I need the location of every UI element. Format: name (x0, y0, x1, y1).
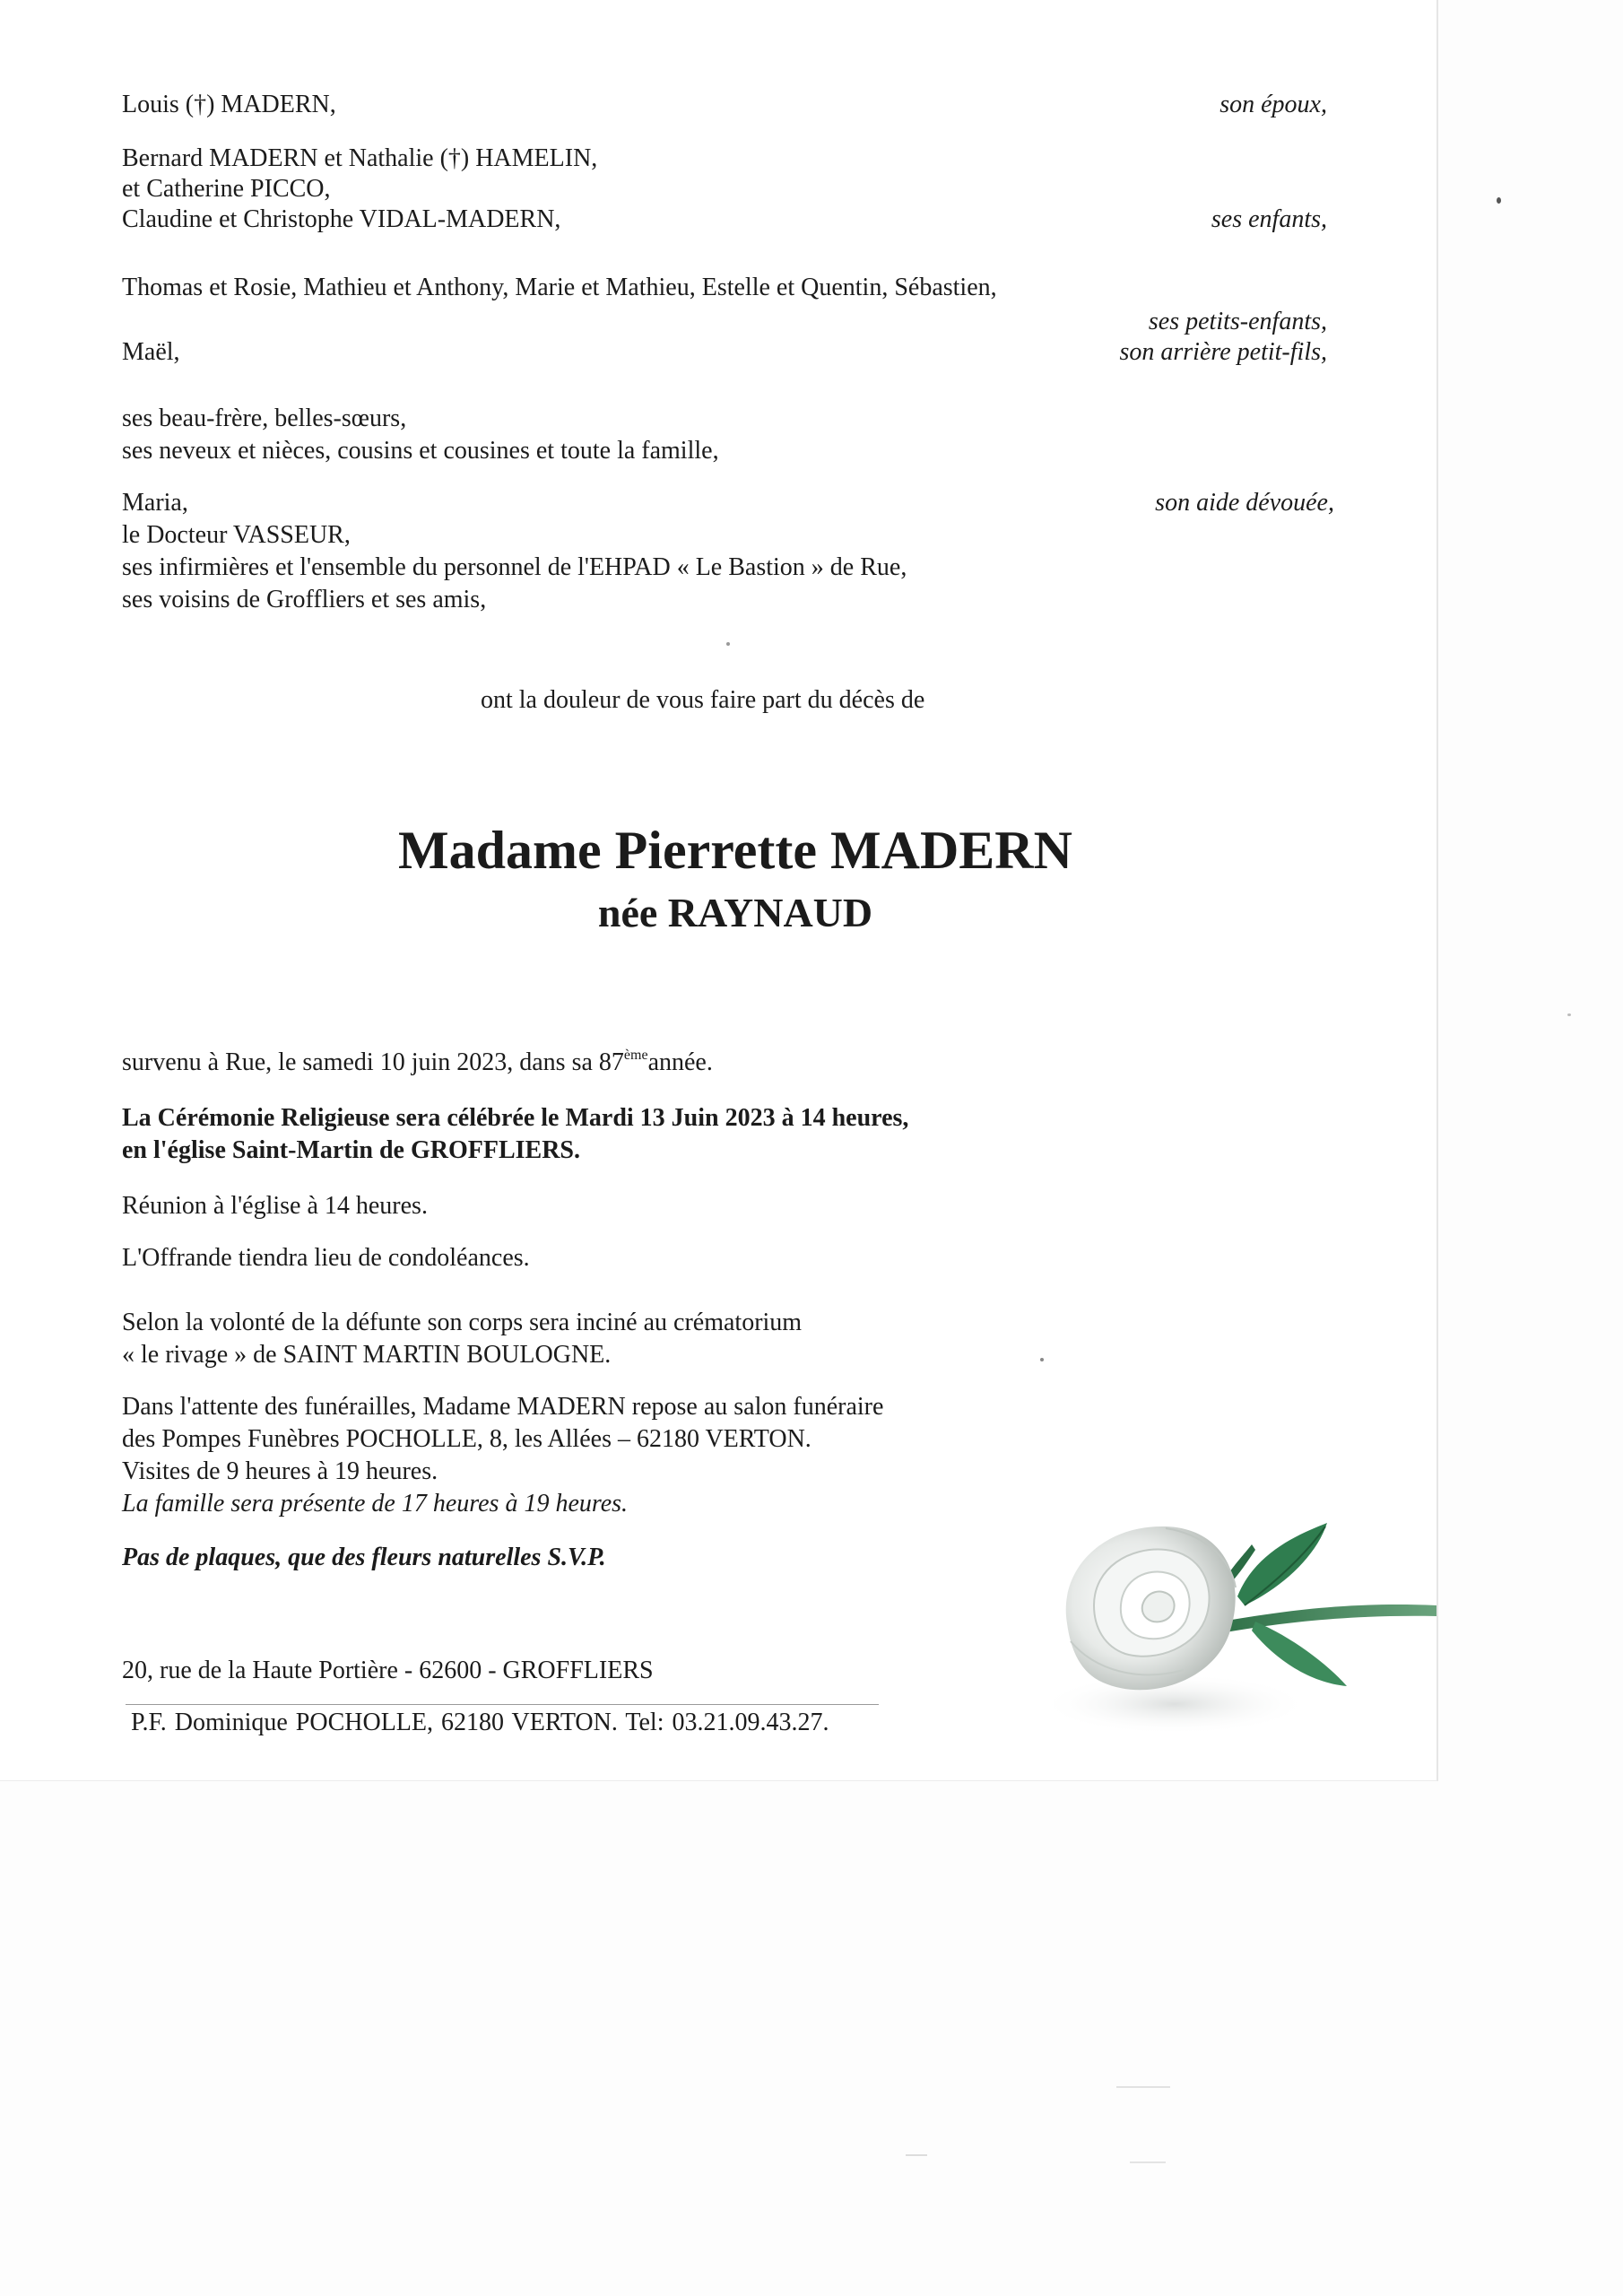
grandchildren-line: Thomas et Rosie, Mathieu et Anthony, Marie et Mathieu, Estelle et Quentin, Sébastien, (122, 274, 997, 301)
great-grandchild-role: son arrière petit-fils, (1119, 338, 1327, 366)
white-rose-image (1031, 1471, 1444, 1740)
rest-line-2: des Pompes Funèbres POCHOLLE, 8, les Allées – 62180 VERTON. (122, 1425, 812, 1453)
carer-line-3: ses infirmières et l'ensemble du personnel de l'EHPAD « Le Bastion » de Rue, (122, 553, 907, 581)
ceremony-line-1: La Cérémonie Religieuse sera célébrée le Mardi 13 Juin 2023 à 14 heures, (122, 1104, 909, 1132)
death-notice-superscript: ème (623, 1048, 648, 1063)
meeting-line: Réunion à l'église à 14 heures. (122, 1192, 428, 1220)
visits-line: Visites de 9 heures à 19 heures. (122, 1457, 438, 1485)
funeral-home-contact: P.F. Dominique POCHOLLE, 62180 VERTON. Tel: 03.21.09.43.27. (131, 1709, 829, 1736)
family-address: 20, rue de la Haute Portière - 62600 - GROFFLIERS (122, 1657, 654, 1684)
scan-speck (726, 642, 730, 646)
flowers-line: Pas de plaques, que des fleurs naturelles S.V.P. (122, 1544, 606, 1571)
carer-role: son aide dévouée, (1155, 489, 1334, 517)
spouse-role: son époux, (1219, 91, 1327, 118)
family-presence-line: La famille sera présente de 17 heures à 19 heures. (122, 1490, 629, 1518)
scan-speck (1567, 1013, 1571, 1016)
child-line-2: et Catherine PICCO, (122, 175, 331, 203)
extended-line-1: ses beau-frère, belles-sœurs, (122, 404, 407, 432)
scan-smudge (1130, 2161, 1166, 2163)
child-line-1: Bernard MADERN et Nathalie (†) HAMELIN, (122, 144, 598, 172)
cremation-line-1: Selon la volonté de la défunte son corps sera inciné au crématorium (122, 1309, 803, 1336)
ceremony-line-2: en l'église Saint-Martin de GROFFLIERS. (122, 1136, 580, 1164)
grandchildren-role: ses petits-enfants, (1148, 308, 1327, 335)
scan-speck (1040, 1358, 1044, 1361)
death-notice (122, 1048, 713, 1078)
deceased-maiden-name: née RAYNAUD (597, 890, 873, 935)
spouse-name: Louis (†) MADERN, (122, 91, 336, 118)
extended-line-2: ses neveux et nièces, cousins et cousines et toute la famille, (122, 437, 719, 465)
scan-smudge (1116, 2086, 1170, 2088)
children-role: ses enfants, (1211, 205, 1327, 233)
carer-line-4: ses voisins de Groffliers et ses amis, (122, 586, 487, 613)
scan-smudge (906, 2154, 927, 2156)
offering-line: L'Offrande tiendra lieu de condoléances. (122, 1244, 530, 1272)
carer-line-2: le Docteur VASSEUR, (122, 521, 351, 549)
deceased-name: Madame Pierrette MADERN (398, 821, 1072, 880)
death-notice-text: survenu à Rue, le samedi 10 juin 2023, dans sa 87 (122, 1048, 624, 1076)
child-line-3: Claudine et Christophe VIDAL-MADERN, (122, 205, 561, 233)
scan-speck (1497, 197, 1501, 204)
footer-separator (126, 1704, 879, 1705)
carer-line-1: Maria, (122, 489, 188, 517)
cremation-line-2: « le rivage » de SAINT MARTIN BOULOGNE. (122, 1341, 612, 1369)
rest-line-1: Dans l'attente des funérailles, Madame MADERN repose au salon funéraire (122, 1393, 884, 1421)
death-notice-end: année. (647, 1048, 713, 1076)
great-grandchild-line: Maël, (122, 338, 180, 366)
announcement-text: ont la douleur de vous faire part du décès de (481, 686, 925, 714)
